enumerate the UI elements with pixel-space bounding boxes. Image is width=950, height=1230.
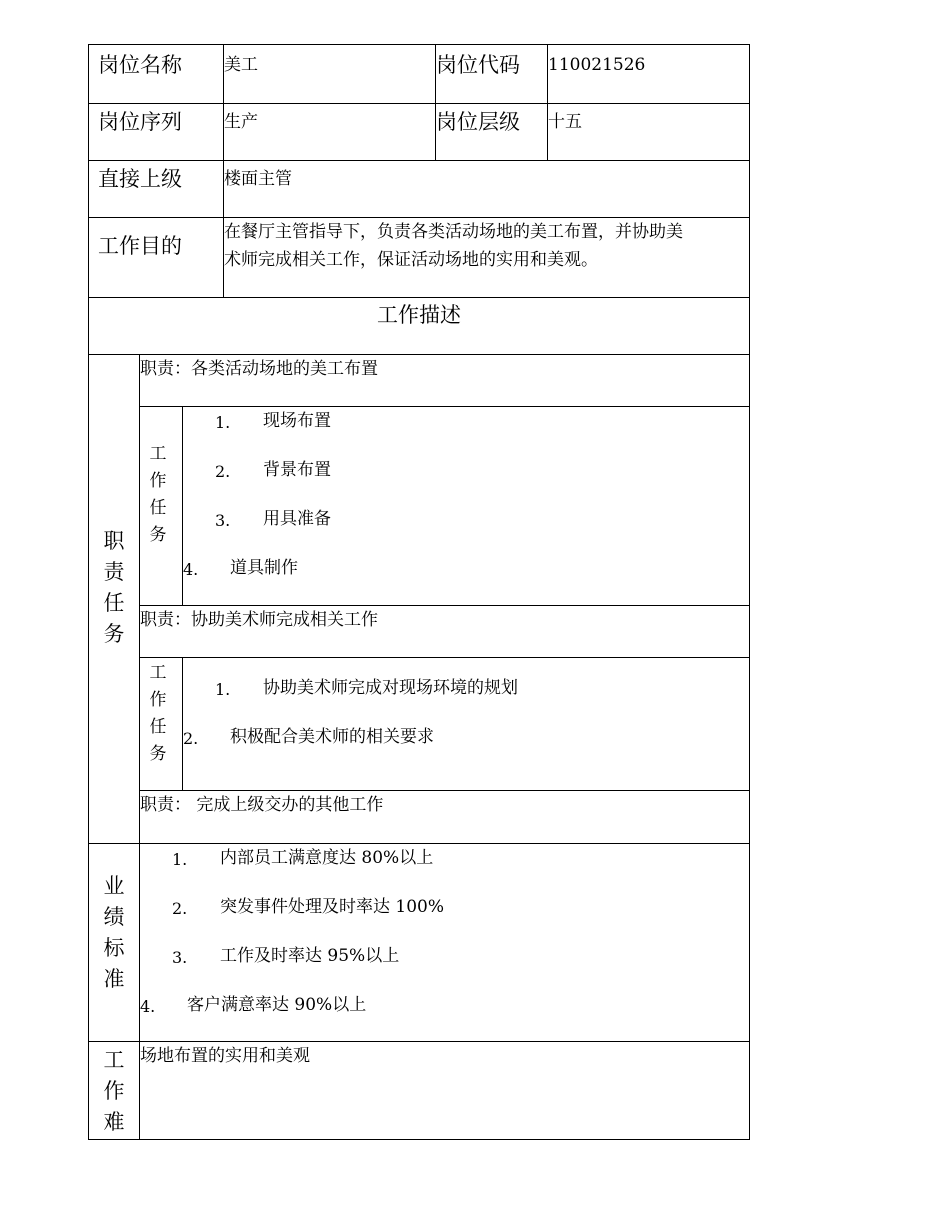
duty-1-task-3: 用具准备 [263,509,331,529]
sequence-label: 岗位序列 [98,110,182,134]
superior-label-cell [88,160,224,218]
duty-2-task-1: 协助美术师完成对现场环境的规划 [263,678,518,698]
duties-section-label: 职 责 任 务 [103,529,125,646]
duty-2-task-label-cell [139,657,183,791]
performance-item-3: 工作及时率达 95%以上 [220,946,400,966]
performance-item-1-num: 1. [172,850,188,869]
performance-item-4-num: 4. [140,997,156,1016]
level-cell [547,103,750,161]
sequence-label-cell [88,103,224,161]
duty-2-task-2: 积极配合美术师的相关要求 [230,727,434,747]
performance-items-cell [139,843,750,1042]
position-code-value: 110021526 [548,55,646,75]
position-name-value: 美工 [224,55,258,75]
position-code-label-cell [435,44,548,104]
position-name-label: 岗位名称 [98,53,182,77]
duty-2-tasks-cell [182,657,750,791]
duty-2-task-label: 工 作 任 务 [149,663,167,764]
performance-section-label-cell [88,843,140,1042]
sequence-value: 生产 [224,112,258,132]
position-code-cell [547,44,750,104]
difficulty-section-label-cell [88,1041,140,1140]
difficulty-text: 场地布置的实用和美观 [140,1046,310,1066]
superior-value: 楼面主管 [224,169,292,189]
duty-1-task-label-cell [139,406,183,606]
level-label-cell [435,103,548,161]
position-name-cell [223,44,436,104]
description-title: 工作描述 [377,303,461,327]
duty-1-tasks-cell [182,406,750,606]
difficulty-text-cell [139,1041,750,1140]
superior-cell [223,160,750,218]
purpose-label: 工作目的 [98,234,182,258]
purpose-line-1: 在餐厅主管指导下，负责各类活动场地的美工布置，并协助美 [224,222,683,242]
performance-item-2: 突发事件处理及时率达 100% [220,897,445,917]
performance-item-4: 客户满意率达 90%以上 [187,995,367,1015]
purpose-cell [223,217,750,298]
purpose-label-cell [88,217,224,298]
performance-item-2-num: 2. [172,899,188,918]
position-name-label-cell [88,44,224,104]
duty-1-task-2: 背景布置 [263,460,331,480]
duty-1-title-cell [139,354,750,407]
difficulty-section-label: 工 作 难 [103,1048,125,1134]
performance-section-label: 业 绩 标 准 [103,874,125,991]
level-value: 十五 [548,112,582,132]
duty-1-task-2-num: 2. [215,462,231,481]
position-code-label: 岗位代码 [436,53,520,77]
sequence-cell [223,103,436,161]
duty-1-task-label: 工 作 任 务 [149,444,167,545]
level-label: 岗位层级 [436,110,520,134]
purpose-line-2: 术师完成相关工作，保证活动场地的实用和美观。 [224,250,598,270]
duties-section-label-cell [88,354,140,844]
superior-label: 直接上级 [98,167,182,191]
description-title-cell [88,297,750,355]
duty-1-title: 职责：各类活动场地的美工布置 [140,359,378,379]
duty-1-task-3-num: 3. [215,511,231,530]
duty-3-title-cell [139,790,750,844]
duty-2-task-1-num: 1. [215,680,231,699]
duty-1-task-1-num: 1. [215,413,231,432]
duty-1-task-4: 道具制作 [230,558,298,578]
duty-2-title: 职责：协助美术师完成相关工作 [140,610,378,630]
duty-1-task-1: 现场布置 [263,411,331,431]
duty-2-title-cell [139,605,750,658]
duty-1-task-4-num: 4. [183,560,199,579]
performance-item-1: 内部员工满意度达 80%以上 [220,848,434,868]
duty-2-task-2-num: 2. [183,729,199,748]
duty-3-title: 职责： 完成上级交办的其他工作 [140,795,384,815]
performance-item-3-num: 3. [172,948,188,967]
